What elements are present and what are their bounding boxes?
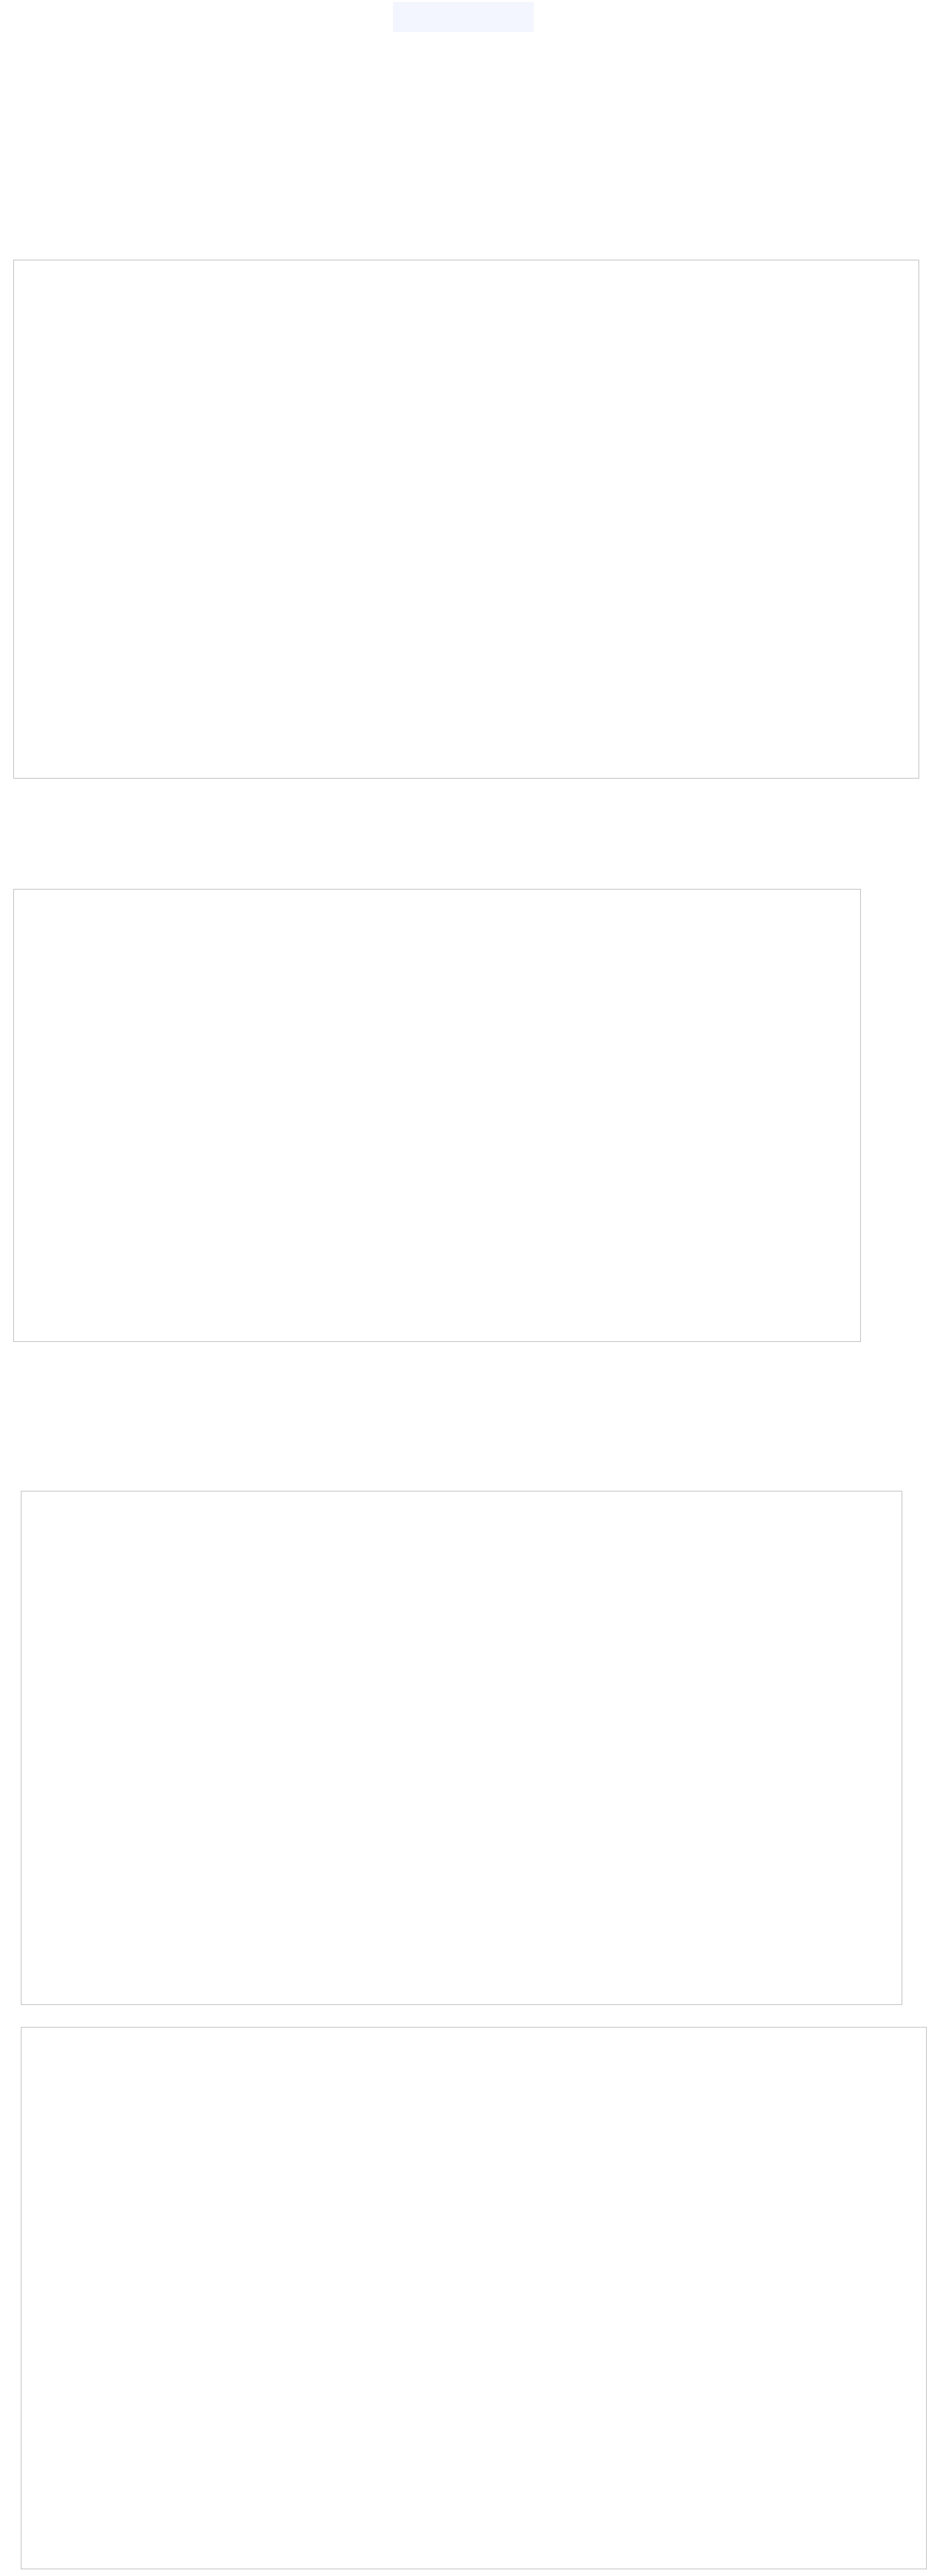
weekly-temperature-chart — [13, 260, 919, 779]
precipitation-bar-chart — [21, 2027, 927, 2569]
annual-temperature-chart — [13, 889, 861, 1342]
header-strip — [393, 2, 534, 32]
sun-height-chart — [21, 1491, 902, 2005]
